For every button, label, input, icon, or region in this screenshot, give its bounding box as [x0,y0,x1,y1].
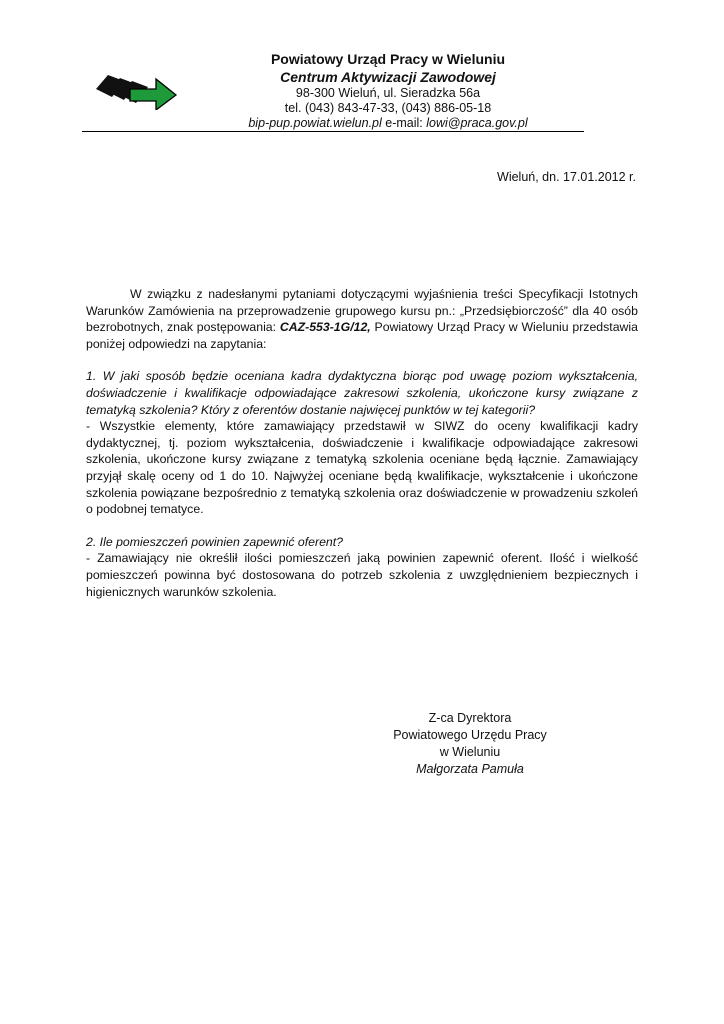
signature-name: Małgorzata Pamuła [416,762,524,776]
signature-block [360,710,580,778]
contact-line [230,116,546,131]
question-2: 2. Ile pomieszczeń powinien zapewnić oferent? [86,534,344,549]
intro-text-before: W związku z nadesłanymi pytaniami dotyczącymi wyjaśnienia treści Specyfikacji Istotnych Warunków Zamówienia na przeprowadzenie grupowego kursu pn.: „Przedsiębiorczość” dla 40 osób bezrobotnych, znak postępowania: [86,287,638,335]
letter-body [86,286,638,600]
website-link[interactable]: bip-pup.powiat.wielun.pl [248,116,382,130]
office-address: 98-300 Wieluń, ul. Sieradzka 56a [295,86,481,100]
email-label: e-mail: [381,116,427,130]
center-name: Centrum Aktywizacji Zawodowej [280,69,496,85]
intro-text-after: Powiatowy Urząd Pracy w Wieluniu przedstawia poniżej odpowiedzi na zapytania: [86,320,638,351]
signature-office-line1: Powiatowego Urzędu Pracy [393,728,547,742]
signature-title: Z-ca Dyrektora [428,711,512,725]
question-1: 1. W jaki sposób będzie oceniana kadra dydaktyczna biorąc pod uwagę poziom wykształcenia, doświadczenie i kwalifikacje odpowiadające zakresowi szkolenia, ukończone kursy związane z tematyką szkolenia? Który z oferentów dostanie najwięcej punktów w tej kategorii? [86,369,638,417]
signature-office-line2: w Wieluniu [439,745,501,759]
office-phone: tel. (043) 843-47-33, (043) 886-05-18 [284,101,492,115]
email-link[interactable]: lowi@praca.gov.pl [426,116,528,130]
office-name: Powiatowy Urząd Pracy w Wieluniu [270,51,506,67]
reference-number: CAZ-553-1G/12, [279,320,371,335]
letter-date: Wieluń, dn. 17.01.2012 r. [497,170,636,184]
letterhead [230,50,546,131]
arrow-cards-logo-icon [94,70,180,110]
header-divider [82,131,584,132]
answer-1: - Wszystkie elementy, które zamawiający przedstawił w SIWZ do oceny kwalifikacji kadry dydaktycznej, tj. poziom wykształcenia, doświadczenie i kwalifikacje odpowiadające zakresowi szkolenia, ukończone kursy związane z tematyką szkolenia oceniane będą łącznie. Zamawiający przyjął skalę oceny od 1 do 10. Najwyżej oceniane będą kwalifikacje, wykształcenie i ukończone szkolenia powiązane bezpośrednio z tematyką szkolenia oraz doświadczenie w prowadzeniu szkoleń o podobnej tematyce. [86,419,638,517]
answer-2: - Zamawiający nie określił ilości pomieszczeń jaką powinien zapewnić oferent. Ilość i wielkość pomieszczeń powinna być dostosowana do potrzeb szkolenia z uwzględnieniem bezpiecznych i higienicznych warunków szkolenia. [86,551,638,599]
intro-paragraph [86,286,638,352]
